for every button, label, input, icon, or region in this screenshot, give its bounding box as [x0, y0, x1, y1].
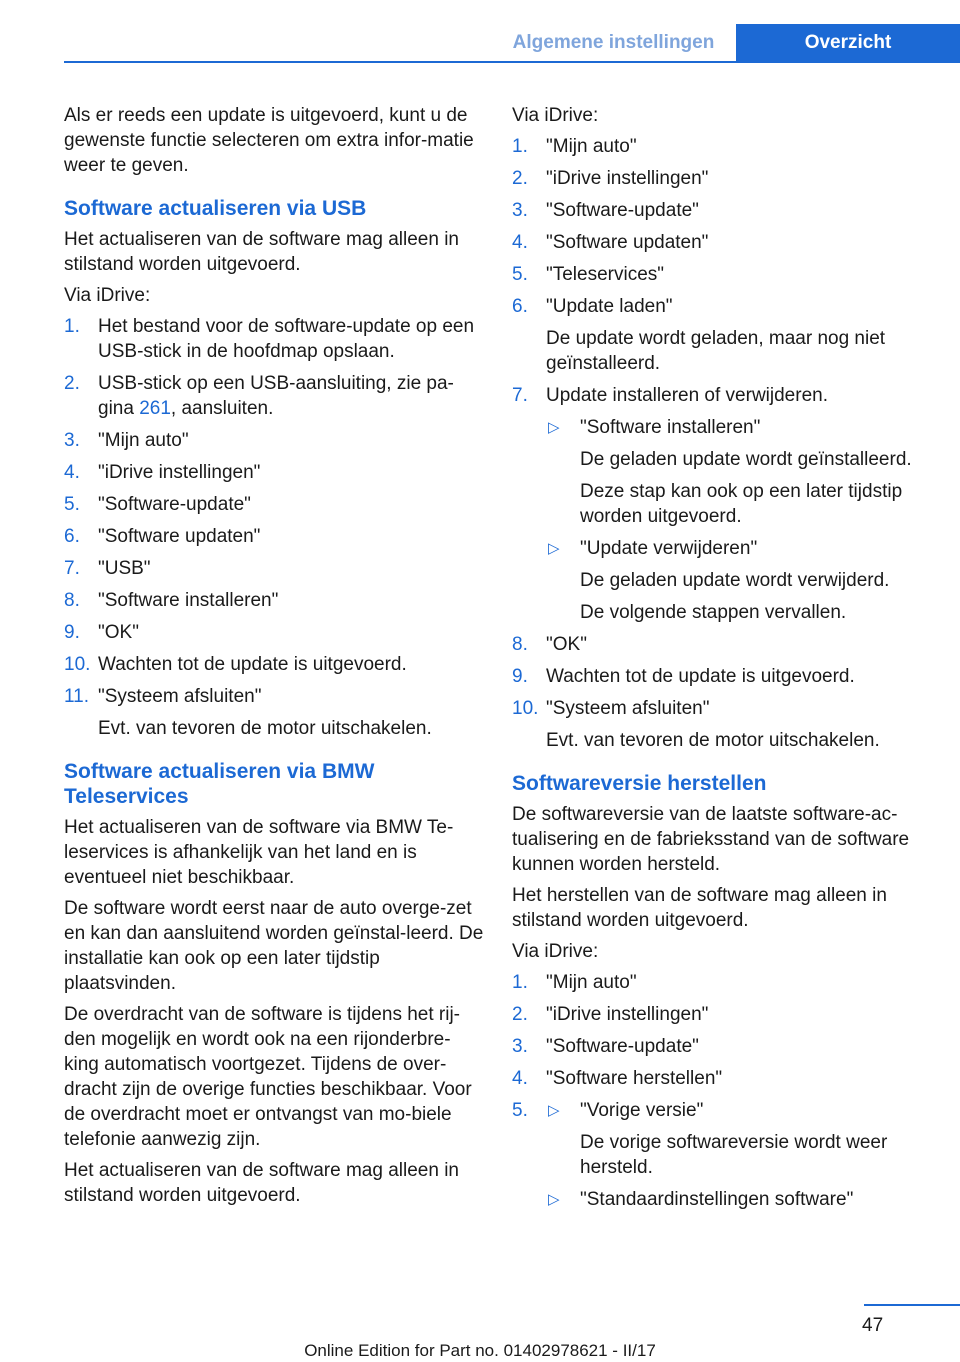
step-text: "Mijn auto" — [546, 136, 637, 157]
option-title: "Software installeren" — [580, 417, 761, 438]
restore-paragraph-1: De softwareversie van de laatste software-ac-tualisering en de fabrieksstand van de software kunnen worden hersteld. — [512, 804, 910, 875]
step-text: "Mijn auto" — [546, 972, 637, 993]
triangle-right-icon: ▷ — [548, 1102, 560, 1119]
step-text: USB-stick op een USB-aansluiting, zie pa-gina — [98, 373, 454, 419]
list-item — [512, 664, 942, 689]
teleservices-paragraph-2: De software wordt eerst naar de auto overge-zet en kan dan aansluitend worden geïnstal-leerd. De installatie kan ook op een later tijdstip plaatsvinden. — [64, 898, 484, 994]
list-item — [64, 460, 484, 485]
list-item — [512, 383, 942, 625]
step-text: Wachten tot de update is uitgevoerd. — [98, 654, 407, 675]
list-item — [512, 198, 942, 223]
restore-via-idrive: Via iDrive: — [512, 941, 599, 962]
option-title: "Standaardinstellingen software" — [580, 1189, 854, 1210]
page-number: 47 — [862, 1315, 884, 1336]
step-number: 7. — [512, 385, 528, 406]
step-text: "Software herstellen" — [546, 1068, 723, 1089]
step-note: Evt. van tevoren de motor uitschakelen. — [98, 718, 432, 739]
step-number: 10. — [64, 654, 91, 675]
list-item — [64, 684, 484, 741]
list-item — [64, 428, 484, 453]
bullet-item — [546, 536, 942, 625]
section-heading-teleservices: Software actualiseren via BMW Teleservices — [64, 760, 375, 808]
list-item — [512, 166, 942, 191]
step-text: "iDrive instellingen" — [546, 1004, 709, 1025]
step-text: "Software updaten" — [98, 526, 261, 547]
step-text: "OK" — [98, 622, 139, 643]
section-heading-restore: Softwareversie herstellen — [512, 772, 767, 795]
bullet-item — [546, 1098, 942, 1180]
restore-paragraph-2: Het herstellen van de software mag alleen in stilstand worden uitgevoerd. — [512, 885, 887, 931]
list-item — [512, 1034, 942, 1059]
list-item — [512, 1066, 942, 1091]
step-text: "USB" — [98, 558, 151, 579]
step-number: 3. — [512, 1036, 528, 1057]
step-number: 11. — [64, 686, 90, 707]
step-number: 9. — [512, 666, 528, 687]
step-number: 4. — [64, 462, 80, 483]
left-column — [64, 103, 484, 1214]
step-text-suffix: , aansluiten. — [170, 398, 274, 419]
list-item — [64, 524, 484, 549]
triangle-right-icon: ▷ — [548, 419, 560, 436]
step-number: 2. — [64, 373, 80, 394]
step-text: "iDrive instellingen" — [98, 462, 261, 483]
list-item — [512, 134, 942, 159]
list-item — [512, 696, 942, 753]
teleservices-steps-list — [512, 134, 942, 753]
step-text: "Software-update" — [98, 494, 251, 515]
step-text: "Software updaten" — [546, 232, 709, 253]
teleservices-via-idrive: Via iDrive: — [512, 105, 599, 126]
option-note: De volgende stappen vervallen. — [580, 602, 847, 623]
step-text: Wachten tot de update is uitgevoerd. — [546, 666, 855, 687]
bullet-item — [546, 415, 942, 529]
step-number: 7. — [64, 558, 80, 579]
section-heading-usb: Software actualiseren via USB — [64, 197, 367, 220]
step-number: 1. — [64, 316, 80, 337]
option-note: De vorige softwareversie wordt weer hersteld. — [580, 1132, 888, 1178]
step-number: 10. — [512, 698, 539, 719]
footer-rule — [864, 1304, 960, 1306]
list-item — [64, 556, 484, 581]
teleservices-paragraph-3: De overdracht van de software is tijdens het rij-den mogelijk en wordt ook na een rijonderbre-king automatisch voortgezet. Tijdens de over-dracht zijn de overige functies beschikbaar. Voor de overdracht moet er ontvangst van mo-biele telefonie aanwezig zijn. — [64, 1004, 472, 1150]
step-text: Het bestand voor de software-update op een USB-stick in de hoofdmap opslaan. — [98, 316, 475, 362]
list-item — [64, 620, 484, 645]
step-text: "Software-update" — [546, 1036, 699, 1057]
list-item — [512, 632, 942, 657]
teleservices-paragraph-4: Het actualiseren van de software mag alleen in stilstand worden uitgevoerd. — [64, 1160, 460, 1206]
bullet-item — [546, 1187, 942, 1212]
restore-steps-list — [512, 970, 942, 1212]
step-number: 1. — [512, 136, 528, 157]
step-number: 2. — [512, 168, 528, 189]
list-item — [512, 294, 942, 376]
option-title: "Update verwijderen" — [580, 538, 758, 559]
step-text: "Systeem afsluiten" — [98, 686, 262, 707]
step-number: 2. — [512, 1004, 528, 1025]
step-text: "Software installeren" — [98, 590, 279, 611]
option-note: De geladen update wordt verwijderd. — [580, 570, 890, 591]
step-text: "Software-update" — [546, 200, 699, 221]
step-number: 8. — [512, 634, 528, 655]
list-item — [512, 970, 942, 995]
option-bullet-list — [546, 1098, 942, 1212]
step-number: 5. — [512, 264, 528, 285]
step-number: 1. — [512, 972, 528, 993]
usb-steps-list — [64, 314, 484, 741]
step-note: Evt. van tevoren de motor uitschakelen. — [546, 730, 880, 751]
list-item — [512, 230, 942, 255]
list-item — [64, 371, 484, 421]
step-note: De update wordt geladen, maar nog niet geïnstalleerd. — [546, 328, 886, 374]
step-text: "Teleservices" — [546, 264, 665, 285]
header-rule — [64, 61, 960, 63]
step-text: "iDrive instellingen" — [546, 168, 709, 189]
usb-paragraph: Het actualiseren van de software mag alleen in stilstand worden uitgevoerd. — [64, 229, 460, 275]
page-reference-link[interactable]: 261 — [139, 398, 171, 419]
list-item — [64, 588, 484, 613]
right-column — [512, 103, 942, 1219]
list-item — [64, 492, 484, 517]
step-number: 6. — [64, 526, 80, 547]
list-item — [512, 1098, 942, 1212]
intro-paragraph: Als er reeds een update is uitgevoerd, kunt u de gewenste functie selecteren om extra infor-matie weer te geven. — [64, 105, 474, 176]
header-tab-overview: Overzicht — [736, 24, 960, 62]
list-item — [512, 1002, 942, 1027]
option-bullet-list — [546, 415, 942, 625]
teleservices-paragraph-1: Het actualiseren van de software via BMW Te-leservices is afhankelijk van het land en is eventueel niet beschikbaar. — [64, 817, 454, 888]
option-title: "Vorige versie" — [580, 1100, 704, 1121]
list-item — [64, 652, 484, 677]
step-text: "OK" — [546, 634, 587, 655]
step-number: 8. — [64, 590, 80, 611]
step-text: "Systeem afsluiten" — [546, 698, 710, 719]
step-number: 5. — [64, 494, 80, 515]
step-number: 9. — [64, 622, 80, 643]
step-number: 4. — [512, 232, 528, 253]
triangle-right-icon: ▷ — [548, 540, 560, 557]
step-number: 3. — [64, 430, 80, 451]
list-item — [512, 262, 942, 287]
list-item — [64, 314, 484, 364]
step-number: 5. — [512, 1100, 528, 1121]
option-note: De geladen update wordt geïnstalleerd. — [580, 449, 912, 470]
edition-footer: Online Edition for Part no. 01402978621 - II/17 — [304, 1341, 656, 1360]
usb-via-idrive: Via iDrive: — [64, 285, 151, 306]
step-text: "Mijn auto" — [98, 430, 189, 451]
step-number: 4. — [512, 1068, 528, 1089]
step-text: "Update laden" — [546, 296, 673, 317]
option-note: Deze stap kan ook op een later tijdstip worden uitgevoerd. — [580, 481, 903, 527]
triangle-right-icon: ▷ — [548, 1191, 560, 1208]
header-section-title: Algemene instellingen — [512, 32, 715, 53]
step-text: Update installeren of verwijderen. — [546, 385, 828, 406]
step-number: 3. — [512, 200, 528, 221]
step-number: 6. — [512, 296, 528, 317]
